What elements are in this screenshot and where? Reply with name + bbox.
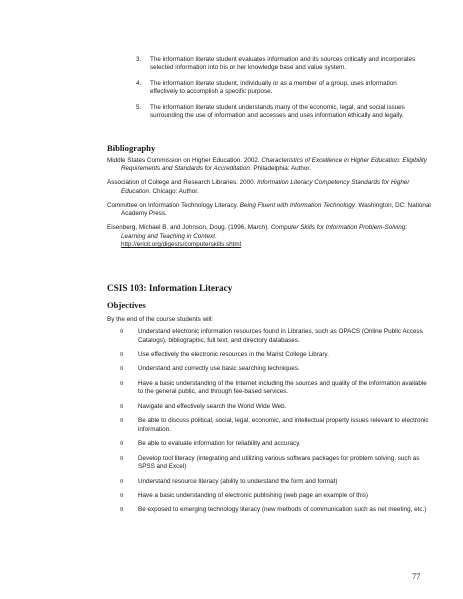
entry-author: Middle States Commission on Higher Education. 2002. bbox=[107, 157, 262, 164]
objective-text: Use effectively the electronic resources in the Marist College Library. bbox=[138, 350, 329, 358]
bullet-icon: ¤ bbox=[120, 380, 124, 387]
bibliography-heading: Bibliography bbox=[107, 143, 156, 153]
item-text: The information literate student understands many of the economic, legal, and social issues surrounding the use of information and accesses and uses information ethically and legally. bbox=[150, 104, 405, 120]
entry-title: Characteristics of Excellence in Higher Education: Eligibility Requirements and Standards for Accreditation bbox=[121, 157, 427, 173]
entry-author: Eisenberg, Michael B. and Johnson, Doug. (1996, March). bbox=[107, 224, 271, 232]
list-item bbox=[120, 440, 430, 449]
numbered-list bbox=[136, 56, 426, 128]
entry-title: Computer Skills for Information Problem-Solving: Learning and Teaching in Context bbox=[121, 224, 407, 240]
objective-text: Have a basic understanding of electronic publishing (web page an example of this) bbox=[138, 491, 368, 499]
bullet-icon: ¤ bbox=[120, 351, 124, 358]
numbered-item bbox=[136, 80, 426, 97]
bullet-icon: ¤ bbox=[120, 329, 124, 335]
bibliography-list bbox=[107, 157, 431, 255]
bibliography-entry bbox=[107, 157, 431, 174]
objectives-list bbox=[120, 328, 430, 521]
objectives-intro: By the end of the course students will: bbox=[107, 316, 214, 323]
bullet-icon: ¤ bbox=[120, 418, 124, 425]
list-item bbox=[120, 351, 430, 360]
entry-title: Being Fluent with Information Technology bbox=[239, 201, 356, 209]
entry-publisher: . bbox=[214, 232, 217, 240]
item-number: 4. bbox=[136, 80, 142, 87]
list-item bbox=[120, 478, 430, 487]
objective-text: Be able to discuss political, social, legal, economic, and intellectual property issues relevant to electronic information. bbox=[138, 417, 429, 433]
bullet-icon: ¤ bbox=[120, 478, 124, 485]
objective-text: Navigate and effectively search the World Wide Web. bbox=[138, 402, 287, 410]
list-item bbox=[120, 417, 430, 434]
item-number: 3. bbox=[136, 56, 142, 63]
list-item bbox=[120, 380, 430, 397]
numbered-item bbox=[136, 104, 426, 121]
entry-publisher: . Washington, DC: National Academy Press. bbox=[121, 201, 431, 218]
course-heading: CSIS 103: Information Literacy bbox=[107, 283, 233, 293]
bullet-icon: ¤ bbox=[120, 366, 124, 373]
objective-text: Understand resource literacy (ability to understand the form and format) bbox=[138, 477, 338, 485]
bullet-icon: ¤ bbox=[120, 492, 124, 499]
bullet-icon: ¤ bbox=[120, 507, 124, 514]
entry-author: Committee on Information Technology Literacy. bbox=[107, 201, 240, 209]
item-text: The information literate student evaluates information and its sources critically and incorporates selected information into his or her knowledge base and value system. bbox=[150, 56, 416, 72]
list-item bbox=[120, 365, 430, 374]
list-item bbox=[120, 403, 430, 412]
bullet-icon: ¤ bbox=[120, 455, 124, 462]
bibliography-entry bbox=[107, 202, 431, 219]
numbered-item bbox=[136, 56, 426, 73]
objectives-heading: Objectives bbox=[107, 300, 146, 310]
list-item bbox=[120, 328, 430, 345]
entry-author: Association of College and Research Libraries. 2000. bbox=[107, 179, 258, 187]
bullet-icon: ¤ bbox=[120, 403, 124, 410]
objective-text: Be exposed to emerging technology literacy (new methods of communication such as net meeting, etc.) bbox=[138, 506, 427, 514]
objective-text: Develop tool literacy (integrating and utilizing various software packages for problem solving, such as SPSS and Excel) bbox=[138, 454, 420, 471]
entry-title: Information Literacy Competency Standards for Higher Education bbox=[121, 179, 410, 195]
entry-url-link[interactable]: http://ericit.org/digests/computerskills.shtml bbox=[121, 241, 242, 249]
bullet-icon: ¤ bbox=[120, 441, 124, 448]
entry-publisher: . Philadelphia: Author. bbox=[249, 165, 311, 173]
item-text: The information literate student, individually or as a member of a group, uses information effectively to accomplish a specific purpose. bbox=[150, 80, 397, 96]
list-item bbox=[120, 506, 430, 515]
objective-text: Have a basic understanding of the Internet including the sources and quality of the information available to the general public, and through fee-based services. bbox=[138, 379, 427, 396]
page-number: 77 bbox=[412, 572, 421, 581]
objective-text: Understand and correctly use basic searching techniques. bbox=[138, 365, 300, 373]
entry-publisher: . Chicago: Author. bbox=[149, 187, 199, 195]
objective-text: Understand electronic information resources found in Libraries, such as OPACS (Online Public Access Catalogs), bibliographic, full text, and directory databases. bbox=[138, 328, 423, 344]
objective-text: Be able to evaluate information for reliability and accuracy. bbox=[138, 440, 301, 448]
bibliography-entry bbox=[107, 224, 431, 249]
list-item bbox=[120, 455, 430, 472]
bibliography-entry bbox=[107, 179, 431, 196]
item-number: 5. bbox=[136, 104, 142, 111]
list-item bbox=[120, 492, 430, 501]
